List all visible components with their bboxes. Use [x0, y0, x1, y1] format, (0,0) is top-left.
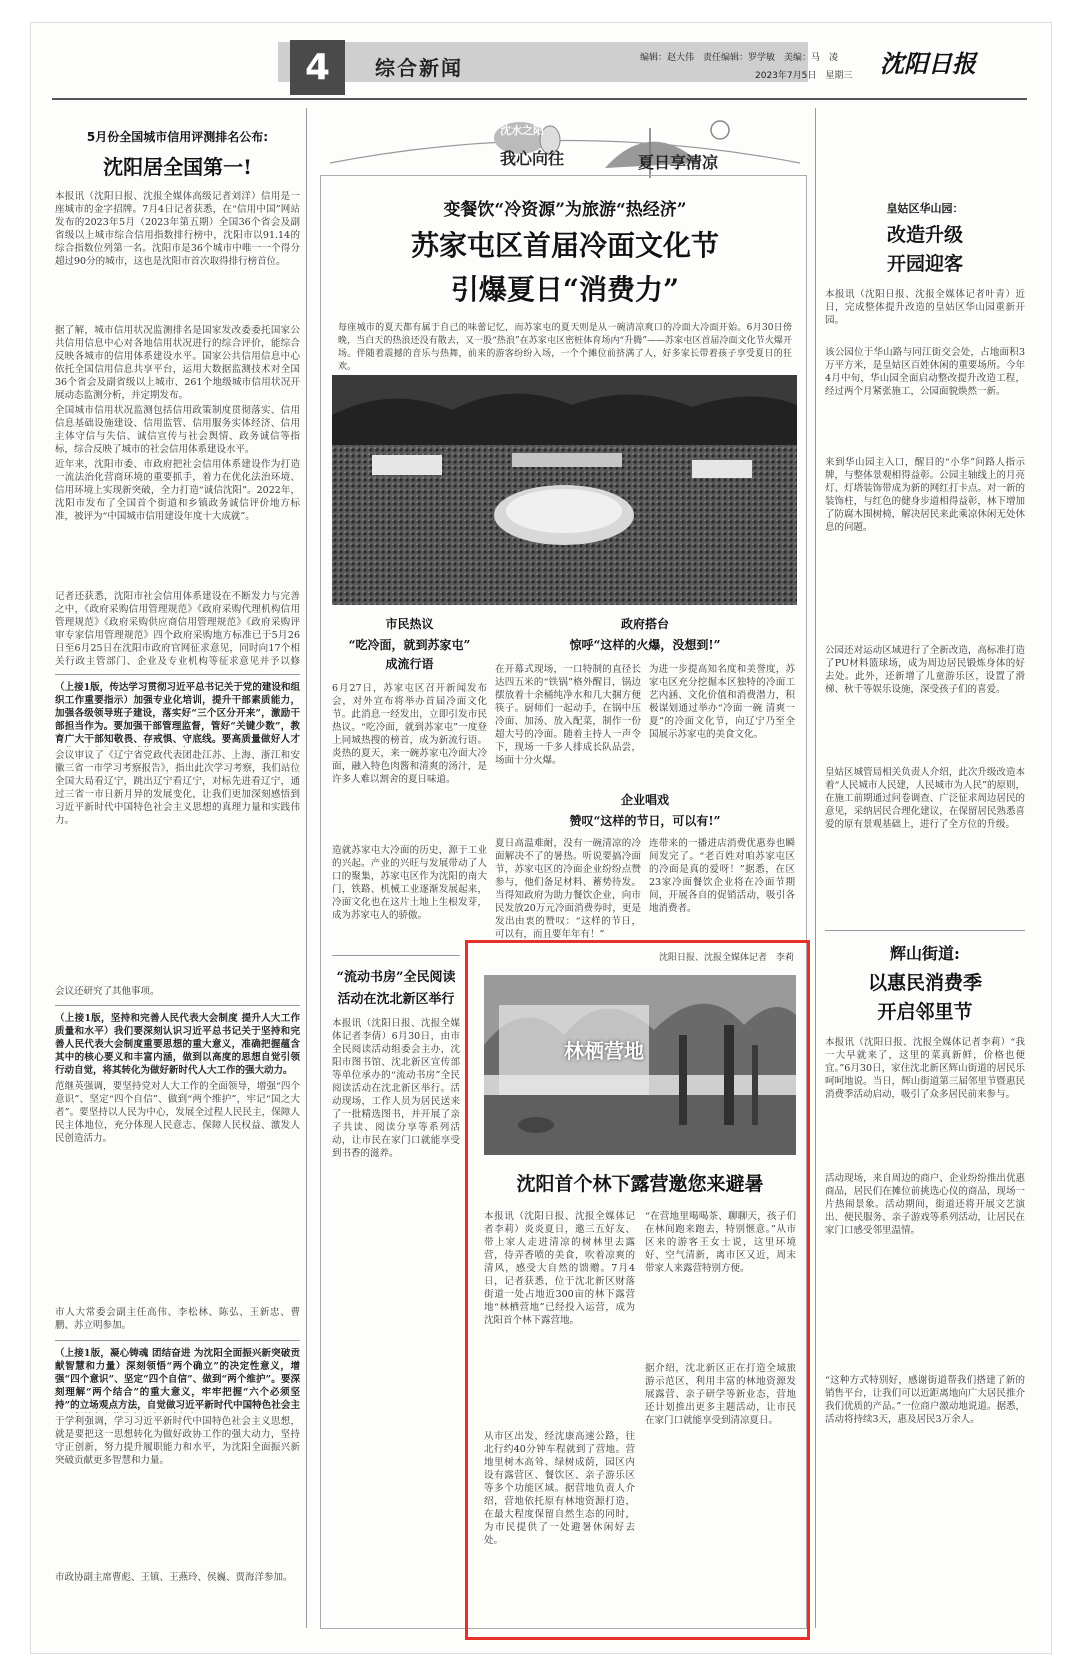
camping-body-3: “在营地里喝喝茶、聊聊天，孩子们在林间跑来跑去，特别惬意。”从市区来的游客王女士说，这里环境好、空气清新，离市区又近，周末带家人来露营特别方便。	[645, 1211, 796, 1274]
page-number: 4	[290, 40, 345, 95]
credit-kicker: 5月份全国城市信用评测排名公布:	[86, 130, 269, 144]
left-column	[55, 108, 300, 1599]
divider-left	[306, 108, 307, 1628]
reading-head: 活动在沈北新区举行	[337, 992, 455, 1007]
park-body-2: 该公园位于华山路与同江街交会处，占地面积3万平方米，是皇姑区百姓休闲的重要场所。今年4月中旬，华山园全面启动整改提升改造工程，经过两个月紧张施工，公园面貌焕然一新。	[825, 347, 1025, 397]
col2-head: 惊呼“这样的火爆，没想到!”	[569, 638, 721, 652]
credit-body-5: 记者还获悉，沈阳市社会信用体系建设在不断发力与完善之中，《政府采购信用管理规范》《政府采购代理机构信用管理规范》《政府采购供应商信用管理规范》《政府采购评审专家信用管理规范》四个政府采购地方标准已于5月26日至6月25日在沈阳市政府官网征求意见，同时向17个相关行政主管部门、企业及专业机构等征求意见并予以修	[55, 591, 300, 667]
reading-divider	[332, 955, 460, 956]
report-sub-1: （上接1版，传达学习贯彻习近平总书记关于党的建设和组织工作重要指示）加强专业化培训，提升干部素质能力，加强各级领导班子建设，落实好“三个区分开来”，激励干部担当作为。要加强干部管理监督，管好“关键少数”，教育广大干部知敬畏、存戒惧、守底线。要高质量做好人才	[55, 682, 300, 745]
photo-credit: 沈阳日报、沈报全媒体记者 李莉	[658, 953, 794, 963]
camping-body-4: 据介绍，沈北新区正在打造全域旅游示范区，利用丰富的林地资源发展露营、亲子研学等新业态，营地还计划推出更多主题活动，让市民在家门口就能享受到清凉夏日。	[645, 1363, 796, 1426]
center-lead: 每座城市的夏天都有属于自己的味蕾记忆，而苏家屯的夏天则是从一碗清凉爽口的冷面大冷面开始。6月30日傍晚，当白天的热浪还没有散去，又一股“热浪”在苏家屯区密桩体育场内“升腾”——苏家屯区首届冷面文化节火爆开场。伴随着震撼的音乐与热舞，前来的游客纷纷入场，一个个摊位前挤满了人，好多家长带着孩子享受夏日的狂欢。	[338, 323, 792, 372]
report-body-6: 会议审议了《辽宁省党政代表团赴江苏、上海、浙江和安徽三省一市学习考察报告》，指出此次学习考察，我们站位全国大局看辽宁，跳出辽宁看辽宁，对标先进看辽宁，通过三省一市日新月异的发展变化，让我们更加深刻感悟到习近平新时代中国特色社会主义思想的真理力量和实践伟力。	[55, 750, 300, 826]
col3-kicker: 企业唱戏	[620, 793, 669, 807]
center-kicker: 变餐饮“冷资源”为旅游“热经济”	[443, 200, 687, 220]
date-line: 2023年7月5日 星期三	[755, 71, 853, 81]
report-body-8: 范继英强调，要坚持党对人大工作的全面领导，增强“四个意识”、坚定“四个自信”、做到“两个维护”，牢记“国之大者”。要坚持以人民为中心，发展全过程人民民主，保障人民主体地位，充分体现人民意志、保障人民权益、激发人民创造活力。	[55, 1081, 300, 1144]
huishan-head-1: 以惠民消费季	[867, 972, 982, 994]
left-divider-3	[55, 1340, 300, 1341]
huishan-head-2: 开启邻里节	[877, 1001, 973, 1023]
camping-body-2: 从市区出发，经沈康高速公路，往北行约40分钟车程就到了营地。营地里树木高耸、绿树成荫，园区内设有露营区、餐饮区、亲子游乐区等多个功能区域。据营地负责人介绍，营地依托原有林地资源打造，在最大程度保留自然生态的同时，为市民提供了一处避暑休闲好去处。	[484, 1431, 635, 1546]
col1-kicker: 市民热议	[385, 617, 434, 631]
banner-tag-1: 沈水之阳	[500, 124, 544, 137]
credit-body-2: 据了解，城市信用状况监测排名是国家发改委委托国家公共信用信息中心对各地信用状况进行的综合评价，能综合反映各城市的信用体系建设水平。国家公共信用信息中心依托全国信用信息共享平台，运用大数据监测技术对全国36个省会及副省级以上城市、261个地级城市信用状况开展动态监测分析，并定期发布。	[55, 325, 300, 401]
col2-text-row	[495, 663, 795, 781]
highlight-box	[465, 940, 810, 1640]
report-body-10: 于学利强调，学习习近平新时代中国特色社会主义思想，就是要把这一思想转化为做好政协工作的强大动力，坚持守正创新，努力提升履职能力和水平，为沈阳全面振兴新突破贡献更多智慧和力量。	[55, 1416, 300, 1466]
festival-photo-art	[332, 375, 797, 605]
left-divider-1	[55, 674, 300, 675]
huishan-body-2: 活动现场，来自周边的商户、企业纷纷推出优惠商品，居民们在摊位前挑选心仪的商品，现场一片热闹景象。活动期间，街道还将开展文艺演出、便民服务、亲子游戏等系列活动，让居民在家门口感受邻里温情。	[825, 1173, 1025, 1236]
camping-sign: 林栖营地	[564, 1039, 644, 1063]
huishan-kicker: 辉山街道:	[890, 944, 960, 963]
col3-head: 赞叹“这样的节日，可以有!”	[569, 814, 721, 828]
center-headline-2: 引爆夏日“消费力”	[450, 273, 680, 306]
park-body-3: 来到华山园主入口，醒目的“小华”问路人指示牌，与整体景观相得益彰。公园主轴线上的月亮灯、灯塔装饰带成为新的网红打卡点。对一新的装饰柱，与红色的健身步道相得益彰，林下增加了防腐木围树椅，解决居民来此乘凉休闲无处休息的问题。	[825, 457, 1025, 533]
col3-body-1: 夏日高温难耐，没有一碗清凉的冷面解决不了的暑热。听说要搞冷面节，苏家屯区的冷面企业纷纷点赞参与，他们备足材料、蓄势待发。当得知政府为助力餐饮企业，向市民发放20万元冷面消费券时，更是发出由衷的赞叹：“这样的节日，可以有，而且要年年有！”	[495, 838, 641, 940]
credit-headline: 沈阳居全国第一!	[103, 155, 252, 179]
huishan-body-3: “这种方式特别好，感谢街道帮我们搭建了新的销售平台，让我们可以近距离地向广大居民推介我们优质的产品。”一位商户激动地说道。据悉，活动将持续3天，惠及居民3万余人。	[825, 1375, 1025, 1425]
reading-article	[332, 955, 460, 1557]
credit-body-4: 近年来，沈阳市委、市政府把社会信用体系建设作为打造一流法治化营商环境的重要抓手，着力在优化法治环境、信用环境上实现新突破，全力打造“诚信沈阳”。2022年，沈阳市发布了全国首个街道和乡镇政务诚信评价地方标准，被评为“中国城市信用建设年度十大成就”。	[55, 459, 300, 522]
festival-photo	[332, 375, 797, 605]
camping-body-1: 本报讯（沈阳日报、沈报全媒体记者李莉）炎炎夏日，邀三五好友、带上家人走进清凉的树林里去露营，侍弄香喷的美食，吹着凉爽的清风，感受大自然的馈赠。7月4日，记者获悉，位于沈北新区财落街道一处占地近300亩的林下露营地“林栖营地”已经投入运营，成为沈阳首个林下露营地。	[484, 1211, 635, 1326]
editors-line: 编辑：赵大伟 责任编辑：罗学敏 美编：马 凌	[640, 53, 839, 63]
park-kicker: 皇姑区华山园：	[886, 202, 964, 215]
center-headline-block	[330, 195, 800, 386]
park-body-1: 本报讯（沈阳日报、沈报全媒体记者叶青）近日，完成整体提升改造的皇姑区华山园重新开园。	[825, 289, 1025, 326]
report-body-11: 市政协副主席曹彪、王镇、王燕玲、侯巍、贾海洋参加。	[55, 1572, 293, 1583]
section-title: 综合新闻	[375, 56, 463, 80]
masthead-logo: 沈阳日报	[880, 49, 976, 78]
park-head-2: 开园迎客	[886, 253, 963, 275]
header-rule	[52, 98, 1027, 100]
banner-tag-2: 我心向往	[500, 149, 565, 168]
report-sub-2: （上接1版，坚持和完善人民代表大会制度 提升人大工作质量和水平）我们要深刻认识习近平总书记关于坚持和完善人民代表大会制度重要思想的重大意义，准确把握蕴含其中的核心要义和丰富内涵，做到以高度的思想自觉引领行动自觉，将其转化为做好新时代人大工作的强大动力。	[55, 1013, 300, 1076]
col1-body-1: 6月27日，苏家屯区召开新闻发布会，对外宣布将举办首届冷面文化节。此消息一经发出，立即引发市民热议。“吃冷面，就到苏家屯”一度登上同城热搜的榜首，成为新流行语。炎热的夏天，来一碗苏家屯冷面大冷面，融入特色肉酱和清爽的汤汁，是许多人难以割舍的夏日味道。	[332, 683, 487, 785]
center-headline-1: 苏家屯区首届冷面文化节	[410, 229, 719, 262]
huishan-body-1: 本报讯（沈阳日报、沈报全媒体记者李莉）“我一大早就来了，这里的菜真新鲜，价格也便宜。”6月30日，家住沈北新区辉山街道的居民乐呵呵地说。当日，辉山街道第三届邻里节暨惠民消费季活动启动，吸引了众多居民前来参与。	[825, 1037, 1025, 1100]
col1-head-1: “吃冷面，就到苏家屯”	[348, 638, 471, 652]
reading-body: 本报讯（沈阳日报、沈报全媒体记者李倩）6月30日，由市全民阅读活动组委会主办，沈阳市图书馆、沈北新区宣传部等单位承办的“流动书房”全民阅读活动在沈北新区举行。活动现场，工作人员为居民送来了一批精选图书，并开展了亲子共读、阅读分享等系列活动，让市民在家门口就能享受到书香的滋养。	[332, 1018, 460, 1159]
col2-body-1: 在开幕式现场，一口特制的直径长达四五米的“铁锅”格外醒目，锅边摆放着十余桶纯净水和几大捆方便筷子。厨师们一起动手，在锅中压冷面、加汤、放入配菜，制作一份超大号的冷面。随着主持人一声令下，现场一千多人排成长队品尝，场面十分火爆。	[495, 664, 641, 766]
camping-headline: 沈阳首个林下露营邀您来避暑	[516, 1173, 764, 1195]
col1-head-2: 成流行语	[385, 657, 434, 671]
col3-body-2: 连带来的一播进店消费优惠券也瞬间发完了。“老百姓对咱苏家屯区的冷面是真的爱呀！”据悉，在区23家冷面餐饮企业将在冷面节期间，开展各自的促销活动，吸引各地消费者。	[649, 838, 795, 914]
credit-body-1: 本报讯（沈阳日报、沈报全媒体高级记者刘洋）信用是一座城市的金字招牌。7月4日记者获悉，在“信用中国”网站发布的2023年5月（2023年第五期）全国36个省会及副省级以上城市综合信用指数排行榜中，沈阳市以91.14的综合指数位列第一名。沈阳市是36个城市中唯一一个得分超过90分的城市，这也是沈阳市首次取得排行榜首位。	[55, 191, 300, 267]
park-body-5: 皇姑区城管局相关负责人介绍，此次升级改造本着“人民城市人民建，人民城市为人民”的原则，在施工前期通过问卷调查、广泛征求周边居民的意见，采纳居民合理化建议，在保留居民熟悉喜爱的原有景观基础上，进行了全方位的升级。	[825, 767, 1025, 830]
col2-kicker: 政府搭台	[620, 617, 669, 631]
col1-body-2: 造就苏家屯大冷面的历史，源于工业的兴起。产业的兴旺与发展带动了人口的聚集，苏家屯区作为沈阳的南大门，铁路、机械工业逐渐发展起来，冷面文化也在这片土地上生根发芽，成为苏家屯人的骄傲。	[332, 845, 487, 921]
article-col-1	[332, 615, 487, 989]
park-body-4: 公园还对运动区域进行了全新改造，高标准打造了PU材料篮球场，成为周边居民锻炼身体的好去处。此外，还新增了儿童游乐区，设置了滑梯、秋千等娱乐设施，深受孩子们的喜爱。	[825, 645, 1025, 695]
park-head-1: 改造升级	[886, 224, 963, 246]
left-divider-2	[55, 1005, 300, 1006]
report-body-7: 会议还研究了其他事项。	[55, 986, 160, 997]
banner-tag-3: 夏日享清凉	[638, 153, 719, 172]
article-col-2	[495, 615, 795, 955]
credit-body-3: 全国城市信用状况监测包括信用政策制度贯彻落实、信用信息基础设施建设、信用监管、信用服务实体经济、信用主体守信与失信、诚信宣传与社会舆情、政务诚信等指标，综合反映了城市的社会信用体系建设水平。	[55, 405, 300, 455]
report-body-9: 市人大常委会副主任高伟、李松林、陈弘、王新忠、曹鹏、苏立明参加。	[55, 1307, 300, 1331]
right-divider	[825, 930, 1025, 931]
divider-right	[815, 108, 816, 1628]
report-sub-3: （上接1版，凝心铸魂 团结奋进 为沈阳全面振兴新突破贡献智慧和力量）深刻领悟“两个确立”的决定性意义，增强“四个意识”、坚定“四个自信”、做到“两个维护”。要深刻理解“两个结合”的重大意义，牢牢把握“六个必须坚持”的立场观点方法，自觉做习近平新时代中国特色社会主	[55, 1348, 300, 1411]
right-column	[825, 200, 1025, 1534]
reading-kicker: “流动书房”全民阅读	[336, 970, 456, 985]
col2-body-2: 为进一步提高知名度和美誉度，苏家屯区充分挖掘本区独特的冷面工艺内涵、文化价值和消费潜力，积极谋划通过举办“冷面一碗 清爽一夏”的冷面文化节，向辽宁乃至全国展示苏家屯的美食文化。	[649, 664, 795, 740]
col3-text-row	[495, 837, 795, 955]
